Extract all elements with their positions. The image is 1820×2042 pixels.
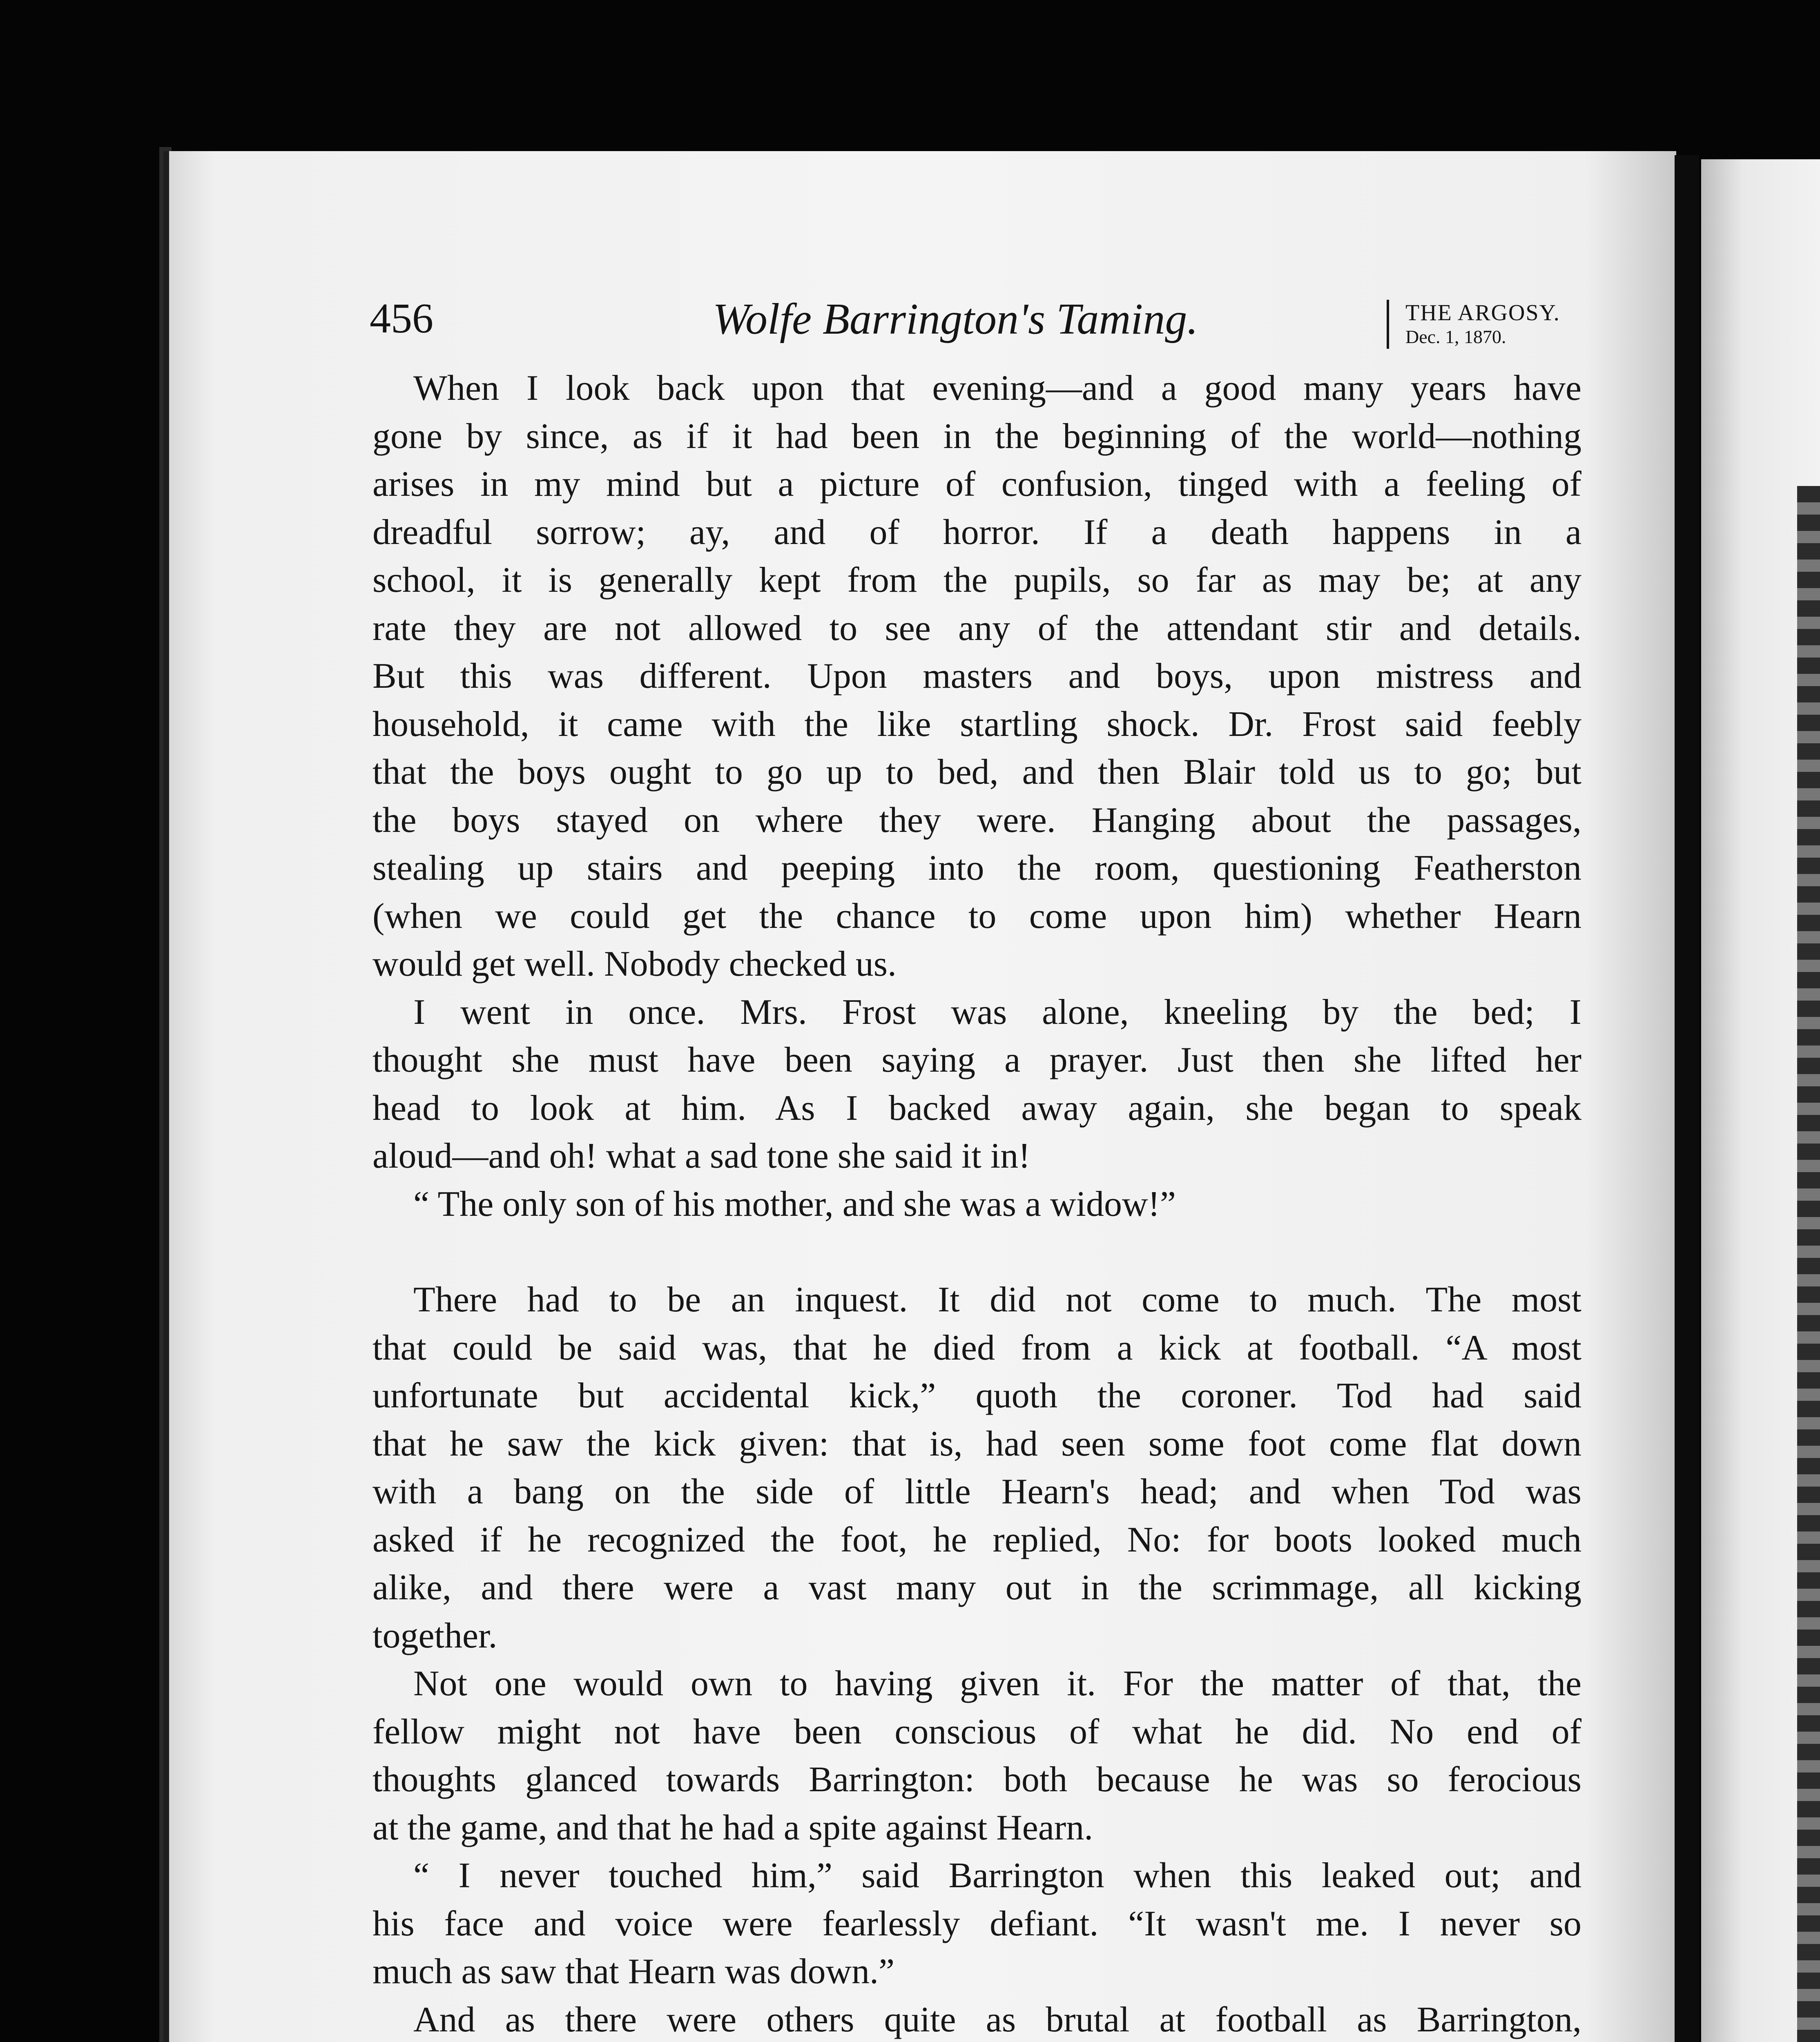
paragraph <box>372 1996 1581 2042</box>
text-line: much as saw that Hearn was down.” <box>372 1952 895 1991</box>
paragraph <box>372 1852 1581 1996</box>
text-line: (when we could get the chance to come upon him) whether Hearn <box>372 896 1581 936</box>
text-line: stealing up stairs and peeping into the room, questioning Featherston <box>372 848 1581 888</box>
text-line: that he saw the kick given: that is, had seen some foot come flat down <box>372 1424 1581 1464</box>
text-line: school, it is generally kept from the pupils, so far as may be; at any <box>372 560 1581 600</box>
text-line: gone by since, as if it had been in the beginning of the world—nothing <box>372 416 1581 456</box>
text-line: aloud—and oh! what a sad tone she said it in! <box>372 1136 1030 1176</box>
text-line: fellow might not have been conscious of what he did. No end of <box>372 1712 1581 1752</box>
text-line: When I look back upon that evening—and a good many years have <box>413 368 1581 408</box>
text-line: thought she must have been saying a prayer. Just then she lifted her <box>372 1040 1581 1080</box>
text-line: together. <box>372 1616 497 1656</box>
paragraph <box>372 988 1581 1180</box>
text-line: his face and voice were fearlessly defiant. “It wasn't me. I never so <box>372 1904 1581 1944</box>
text-line: arises in my mind but a picture of confusion, tinged with a feeling of <box>372 464 1581 504</box>
text-line: at the game, and that he had a spite against Hearn. <box>372 1808 1093 1848</box>
section-break <box>372 1228 1581 1276</box>
text-line: I went in once. Mrs. Frost was alone, kneeling by the bed; I <box>413 992 1581 1032</box>
text-line: There had to be an inquest. It did not come to much. The most <box>413 1280 1581 1320</box>
text-line: unfortunate but accidental kick,” quoth the coroner. Tod had said <box>372 1376 1581 1416</box>
facing-page-illustration-edge <box>1797 486 1820 2042</box>
paragraph <box>372 364 1581 988</box>
paragraph <box>372 1660 1581 1852</box>
text-line: that the boys ought to go up to bed, and then Blair told us to go; but <box>372 752 1581 792</box>
text-line: household, it came with the like startling shock. Dr. Frost said feebly <box>372 704 1581 744</box>
text-line: head to look at him. As I backed away again, she began to speak <box>372 1088 1581 1128</box>
text-line: alike, and there were a vast many out in the scrimmage, all kicking <box>372 1568 1581 1607</box>
text-line: “ I never touched him,” said Barrington when this leaked out; and <box>413 1856 1581 1895</box>
publication-date: Dec. 1, 1870. <box>1405 326 1506 347</box>
running-title: Wolfe Barrington's Taming. <box>713 295 1198 343</box>
book-gutter <box>1675 155 1699 2042</box>
text-line: would get well. Nobody checked us. <box>372 944 897 984</box>
text-line: And as there were others quite as brutal at football as Barrington, <box>413 2000 1581 2040</box>
text-line: thoughts glanced towards Barrington: both because he was so ferocious <box>372 1760 1581 1799</box>
text-line: asked if he recognized the foot, he replied, No: for boots looked much <box>372 1520 1581 1560</box>
publication-bracket <box>1387 300 1597 349</box>
body-text <box>372 364 1581 2042</box>
paragraph <box>372 1180 1581 1228</box>
text-line: “ The only son of his mother, and she was a widow!” <box>413 1184 1176 1224</box>
text-line: rate they are not allowed to see any of the attendant stir and details. <box>372 608 1581 648</box>
text-line: dreadful sorrow; ay, and of horror. If a death happens in a <box>372 512 1581 552</box>
text-line: that could be said was, that he died from a kick at football. “A most <box>372 1328 1581 1368</box>
paragraph <box>372 1276 1581 1660</box>
page-number: 456 <box>370 295 433 342</box>
publication-name: THE ARGOSY. <box>1405 300 1560 325</box>
text-line: the boys stayed on where they were. Hanging about the passages, <box>372 800 1581 840</box>
running-header <box>370 294 1583 355</box>
text-line: But this was different. Upon masters and boys, upon mistress and <box>372 656 1581 696</box>
text-line: with a bang on the side of little Hearn's head; and when Tod was <box>372 1472 1581 1511</box>
text-line: Not one would own to having given it. For the matter of that, the <box>413 1664 1581 1703</box>
